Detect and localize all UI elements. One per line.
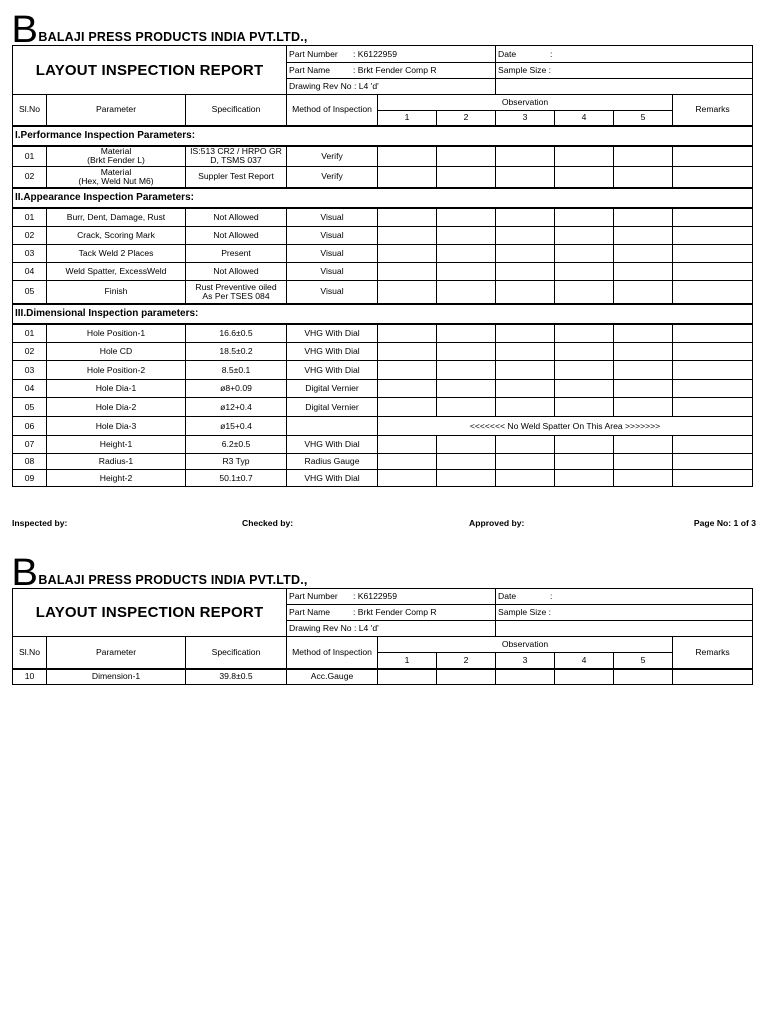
row-slno: 08: [13, 454, 47, 470]
row-observation-4: [555, 146, 614, 167]
table-row: [13, 263, 753, 281]
row-method: Digital Vernier: [287, 398, 378, 417]
row-remarks: [673, 227, 753, 245]
row-observation-5: [614, 343, 673, 361]
row-specification: IS:513 CR2 / HRPO GR D, TSMS 037: [186, 146, 287, 167]
row-parameter: Material (Hex, Weld Nut M6): [47, 167, 186, 188]
row-observation-1: [378, 361, 437, 380]
row-remarks: [673, 436, 753, 454]
col-header-remarks: Remarks: [673, 95, 753, 126]
table-row: [13, 208, 753, 227]
date-field: [496, 589, 753, 605]
row-remarks: [673, 245, 753, 263]
part-number: [287, 46, 496, 63]
row-slno: 03: [13, 361, 47, 380]
row-observation-3: [496, 361, 555, 380]
row-observation-1: [378, 281, 437, 304]
row-observation-4: [555, 324, 614, 343]
row-slno: 04: [13, 263, 47, 281]
row-method: [287, 417, 378, 436]
row-specification: 16.6±0.5: [186, 324, 287, 343]
part-name-label: Part Name: [289, 607, 331, 617]
drawing-rev: Drawing Rev No : L4 'd': [287, 621, 496, 637]
col-header-obs-3: 3: [496, 653, 555, 669]
row-parameter: Crack, Scoring Mark: [47, 227, 186, 245]
company-header: [11, 9, 308, 51]
row-observation-4: [555, 669, 614, 685]
col-header-obs-5: 5: [614, 653, 673, 669]
signature-footer: [12, 518, 756, 530]
row-method: VHG With Dial: [287, 470, 378, 487]
date-label: Date: [498, 48, 517, 59]
row-method: VHG With Dial: [287, 343, 378, 361]
row-slno: 01: [13, 208, 47, 227]
part-name: [287, 605, 496, 621]
section-heading-row: [13, 188, 753, 208]
row-observation-3: [496, 669, 555, 685]
row-parameter: Height-2: [47, 470, 186, 487]
section-title: III.Dimensional Inspection parameters:: [13, 304, 753, 324]
section-heading-row: [13, 304, 753, 324]
row-observation-5: [614, 361, 673, 380]
date-field: [496, 46, 753, 63]
row-observation-2: [437, 245, 496, 263]
row-parameter: Hole Position-2: [47, 361, 186, 380]
row-observation-3: [496, 245, 555, 263]
row-remarks: [673, 669, 753, 685]
row-parameter: Dimension-1: [47, 669, 186, 685]
row-observation-4: [555, 398, 614, 417]
row-observation-1: [378, 208, 437, 227]
row-parameter: Height-1: [47, 436, 186, 454]
col-header-parameter: Parameter: [47, 637, 186, 669]
col-header-obs-2: 2: [437, 111, 496, 126]
row-slno: 03: [13, 245, 47, 263]
row-specification: Not Allowed: [186, 263, 287, 281]
inspection-table: [12, 45, 753, 487]
date-label: Date: [498, 591, 517, 601]
row-observation-2: [437, 669, 496, 685]
part-number-value: : K6122959: [353, 48, 397, 59]
row-specification: ø8+0.09: [186, 380, 287, 398]
row-specification: Present: [186, 245, 287, 263]
inspection-table-page2: [12, 588, 753, 685]
row-observation-2: [437, 343, 496, 361]
row-observation-1: [378, 454, 437, 470]
row-observation-5: [614, 324, 673, 343]
row-observation-2: [437, 227, 496, 245]
sample-size: Sample Size :: [496, 63, 753, 79]
row-observation-5: [614, 398, 673, 417]
row-observation-5: [614, 208, 673, 227]
col-header-obs-5: 5: [614, 111, 673, 126]
row-slno: 01: [13, 146, 47, 167]
col-header-method: Method of Inspection: [287, 637, 378, 669]
section-title: I.Performance Inspection Parameters:: [13, 126, 753, 146]
row-observation-1: [378, 398, 437, 417]
section-title: II.Appearance Inspection Parameters:: [13, 188, 753, 208]
row-method: Visual: [287, 208, 378, 227]
row-slno: 05: [13, 398, 47, 417]
row-observation-1: [378, 380, 437, 398]
row-observation-4: [555, 470, 614, 487]
row-observation-2: [437, 281, 496, 304]
row-observation-3: [496, 208, 555, 227]
row-specification: 8.5±0.1: [186, 361, 287, 380]
table-row: [13, 361, 753, 380]
row-observation-2: [437, 167, 496, 188]
row-observation-2: [437, 208, 496, 227]
row-observation-4: [555, 436, 614, 454]
col-header-specification: Specification: [186, 637, 287, 669]
part-name: [287, 63, 496, 79]
table-row: [13, 227, 753, 245]
row-observation-2: [437, 470, 496, 487]
row-observation-2: [437, 380, 496, 398]
row-remarks: [673, 343, 753, 361]
row-observation-4: [555, 263, 614, 281]
row-specification: ø15+0.4: [186, 417, 287, 436]
row-specification: Suppler Test Report: [186, 167, 287, 188]
row-specification: R3 Typ: [186, 454, 287, 470]
row-method: VHG With Dial: [287, 361, 378, 380]
company-logo: B: [11, 9, 38, 51]
row-remarks: [673, 281, 753, 304]
row-remarks: [673, 208, 753, 227]
part-number-label: Part Number: [289, 48, 338, 59]
row-observation-5: [614, 380, 673, 398]
report-header: [13, 589, 753, 669]
row-method: Visual: [287, 245, 378, 263]
row-slno: 02: [13, 343, 47, 361]
row-method: Visual: [287, 281, 378, 304]
row-observation-1: [378, 146, 437, 167]
row-observation-4: [555, 227, 614, 245]
row-specification: Not Allowed: [186, 227, 287, 245]
row-slno: 04: [13, 380, 47, 398]
row-specification: Rust Preventive oiled As Per TSES 084: [186, 281, 287, 304]
row-observation-1: [378, 167, 437, 188]
row-observation-5: [614, 281, 673, 304]
row-observation-5: [614, 245, 673, 263]
row-observation-3: [496, 380, 555, 398]
date-value: :: [550, 591, 553, 601]
blank-cell: [496, 621, 753, 637]
col-header-parameter: Parameter: [47, 95, 186, 126]
row-observation-1: [378, 669, 437, 685]
report-header: [13, 46, 753, 126]
row-observation-2: [437, 324, 496, 343]
row-parameter: Hole CD: [47, 343, 186, 361]
table-row: [13, 454, 753, 470]
row-observation-4: [555, 245, 614, 263]
row-observation-1: [378, 263, 437, 281]
approved-by-label: Approved by:: [469, 518, 525, 528]
col-header-specification: Specification: [186, 95, 287, 126]
section-heading-row: [13, 126, 753, 146]
row-observation-2: [437, 454, 496, 470]
row-parameter: Finish: [47, 281, 186, 304]
part-number-label: Part Number: [289, 591, 338, 601]
row-observation-1: [378, 436, 437, 454]
table-row: [13, 436, 753, 454]
row-observation-3: [496, 263, 555, 281]
row-observation-4: [555, 454, 614, 470]
row-parameter: Hole Dia-2: [47, 398, 186, 417]
table-row: [13, 470, 753, 487]
row-observation-5: [614, 167, 673, 188]
row-remarks: [673, 361, 753, 380]
col-header-obs-4: 4: [555, 111, 614, 126]
row-observation-4: [555, 380, 614, 398]
report-title: LAYOUT INSPECTION REPORT: [13, 589, 287, 637]
row-observation-3: [496, 436, 555, 454]
col-header-slno: Sl.No: [13, 95, 47, 126]
col-header-remarks: Remarks: [673, 637, 753, 669]
blank-cell: [496, 79, 753, 95]
row-parameter: Hole Dia-3: [47, 417, 186, 436]
row-parameter: Hole Position-1: [47, 324, 186, 343]
row-parameter: Weld Spatter, ExcessWeld: [47, 263, 186, 281]
row-observation-4: [555, 208, 614, 227]
row-method: Visual: [287, 227, 378, 245]
col-header-obs-1: 1: [378, 111, 437, 126]
row-observation-3: [496, 281, 555, 304]
table-row: [13, 324, 753, 343]
row-observation-3: [496, 343, 555, 361]
row-remarks: [673, 146, 753, 167]
row-note: <<<<<<< No Weld Spatter On This Area >>>>>>>: [378, 417, 753, 436]
row-parameter: Material (Brkt Fender L): [47, 146, 186, 167]
inspection-body-page2: [13, 669, 753, 685]
row-method: Digital Vernier: [287, 380, 378, 398]
row-slno: 06: [13, 417, 47, 436]
col-header-obs-3: 3: [496, 111, 555, 126]
row-observation-5: [614, 263, 673, 281]
table-row: [13, 380, 753, 398]
row-observation-4: [555, 361, 614, 380]
row-remarks: [673, 470, 753, 487]
col-header-method: Method of Inspection: [287, 95, 378, 126]
checked-by-label: Checked by:: [242, 518, 294, 528]
row-method: Radius Gauge: [287, 454, 378, 470]
row-remarks: [673, 263, 753, 281]
row-observation-1: [378, 324, 437, 343]
row-slno: 09: [13, 470, 47, 487]
inspection-body: [13, 126, 753, 487]
row-observation-3: [496, 324, 555, 343]
row-specification: 18.5±0.2: [186, 343, 287, 361]
page-number: Page No: 1 of 3: [693, 518, 756, 528]
company-header-page2: [11, 552, 308, 594]
row-method: Visual: [287, 263, 378, 281]
row-slno: 01: [13, 324, 47, 343]
row-parameter: Burr, Dent, Damage, Rust: [47, 208, 186, 227]
col-header-obs-2: 2: [437, 653, 496, 669]
part-name-value: : Brkt Fender Comp R: [353, 607, 437, 617]
table-row: [13, 398, 753, 417]
drawing-rev: Drawing Rev No : L4 'd': [287, 79, 496, 95]
table-row: [13, 669, 753, 685]
row-observation-1: [378, 245, 437, 263]
part-name-label: Part Name: [289, 65, 331, 75]
row-remarks: [673, 167, 753, 188]
row-observation-3: [496, 167, 555, 188]
col-header-obs-4: 4: [555, 653, 614, 669]
row-observation-3: [496, 398, 555, 417]
row-observation-4: [555, 343, 614, 361]
row-observation-5: [614, 454, 673, 470]
row-method: Acc.Gauge: [287, 669, 378, 685]
row-observation-3: [496, 454, 555, 470]
table-row: [13, 281, 753, 304]
row-observation-2: [437, 146, 496, 167]
part-name-value: : Brkt Fender Comp R: [353, 65, 437, 75]
part-number: [287, 589, 496, 605]
row-observation-4: [555, 281, 614, 304]
row-method: Verify: [287, 167, 378, 188]
row-remarks: [673, 398, 753, 417]
row-observation-2: [437, 398, 496, 417]
row-parameter: Tack Weld 2 Places: [47, 245, 186, 263]
row-observation-3: [496, 227, 555, 245]
row-observation-4: [555, 167, 614, 188]
row-specification: 50.1±0.7: [186, 470, 287, 487]
row-remarks: [673, 380, 753, 398]
row-method: Verify: [287, 146, 378, 167]
row-observation-5: [614, 470, 673, 487]
col-header-observation: Observation: [378, 95, 673, 111]
table-row: [13, 146, 753, 167]
row-slno: 05: [13, 281, 47, 304]
row-parameter: Hole Dia-1: [47, 380, 186, 398]
row-observation-1: [378, 470, 437, 487]
row-slno: 02: [13, 167, 47, 188]
table-row: [13, 167, 753, 188]
date-value: :: [550, 48, 553, 59]
row-method: VHG With Dial: [287, 324, 378, 343]
row-slno: 07: [13, 436, 47, 454]
row-slno: 02: [13, 227, 47, 245]
row-observation-5: [614, 146, 673, 167]
company-name: BALAJI PRESS PRODUCTS INDIA PVT.LTD.,: [38, 573, 308, 587]
row-remarks: [673, 454, 753, 470]
row-observation-5: [614, 227, 673, 245]
report-title: LAYOUT INSPECTION REPORT: [13, 46, 287, 95]
company-logo: B: [11, 552, 38, 594]
col-header-slno: Sl.No: [13, 637, 47, 669]
row-observation-1: [378, 343, 437, 361]
row-observation-1: [378, 227, 437, 245]
row-observation-2: [437, 263, 496, 281]
row-parameter: Radius-1: [47, 454, 186, 470]
row-observation-3: [496, 470, 555, 487]
sample-size: Sample Size :: [496, 605, 753, 621]
row-specification: Not Allowed: [186, 208, 287, 227]
part-number-value: : K6122959: [353, 591, 397, 601]
col-header-observation: Observation: [378, 637, 673, 653]
col-header-obs-1: 1: [378, 653, 437, 669]
company-name: BALAJI PRESS PRODUCTS INDIA PVT.LTD.,: [38, 30, 308, 44]
row-specification: ø12+0.4: [186, 398, 287, 417]
inspected-by-label: Inspected by:: [12, 518, 68, 528]
row-slno: 10: [13, 669, 47, 685]
row-remarks: [673, 324, 753, 343]
row-observation-2: [437, 361, 496, 380]
row-method: VHG With Dial: [287, 436, 378, 454]
row-specification: 39.8±0.5: [186, 669, 287, 685]
row-observation-5: [614, 669, 673, 685]
table-row: [13, 417, 753, 436]
row-observation-2: [437, 436, 496, 454]
row-specification: 6.2±0.5: [186, 436, 287, 454]
table-row: [13, 245, 753, 263]
table-row: [13, 343, 753, 361]
row-observation-5: [614, 436, 673, 454]
row-observation-3: [496, 146, 555, 167]
